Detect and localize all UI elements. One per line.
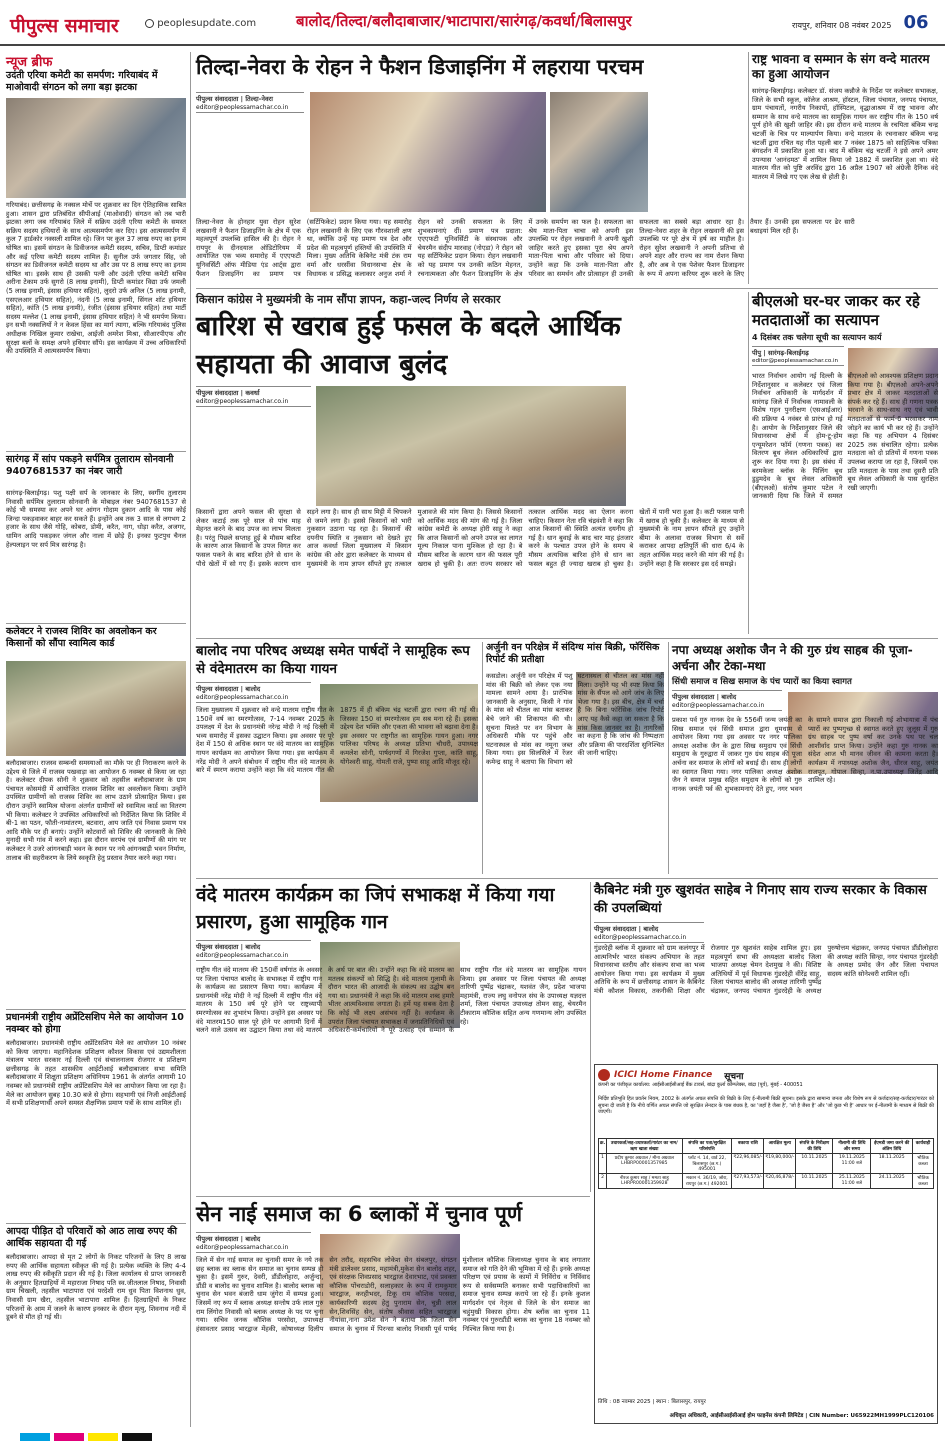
icici-header bbox=[598, 1068, 934, 1082]
sen-nai-body: जिले में सेन नाई समाज का चुनावी समर के नये तक छह ब्लाक का ब्लाक सेन समाज का चुनाव सम्पन्न हो चुका है। इसमें गुरुर, देवरी, डौंडीलोहारा, अर्जुन्दा, डौंडी व बालोद का चुनाव शामिल है। बालोद ब्लाक का चुनाव सेन भवन बंजारी धाम जुंगेरा में सम्पन्न हुआ। जिसमें नए रूप में ब्लाक अध्यक्ष सन्तोष उर्फ लाल गुरु राम लिंगोरा निवासी को ब्लाक अध्यक्ष के पद पर चुना गया। सचिव जनक कौशिक परसोदा, उपाध्यक्ष हंसावतार प्रसाद भारद्वाज मेंहकी, कोषाध्यक्ष दिलीप सेन तरौद, सहसचिव लोकेश सेन संबलपुर, संगठन मंत्री डालेश्वर प्रसाद, महामंत्री,मुकेश सेन बालोद शहर, एवं संरक्षक शिवप्रसाद भारद्वाज देवारभाट, एवं प्रवक्ता कौशिक पोंचराडोरी, सलाहकार के रूप में रामकुमार भारद्वाज, करहीभदर, टिकू राम कौशिक परसदा, कार्यकारिणी सदस्य हेतु पुनाराम सेन, चुन्नी लाल सेन,शिवसिंह सेन, संतोष श्रीवास सहित भारद्वाज नीयांसा,नाना उमेश सेन ने बताया कि जिला सेन समाज के चुनाव में पिरन्सा बालोद निवासी पूर्व पार्षद मुंशीलाल कौशिक जिलाध्यक्ष चुनाव के बाद लगातार समाज को गति देने की भूमिका में रहे हैं। इनके अध्यक्ष परिक्षण एवं प्रयास के कामों में निर्विरोध व निर्विवाद रूप से सर्वसम्मति बनाकर सभी पदाधिकारियों का समाज चुनाव सम्पन्न कराये जा रहे हैं। इनके कुशल मार्गदर्शन एवं नेतृत्व से जिले के सेन समाज का चहुंमुखी विकास होगा। शेष ब्लॉक का चुनाव 11 नवम्बर एवं गुरुरडौंडी ब्लाक का चुनाव 18 नवम्बर को निश्चित किया गया है। bbox=[196, 1256, 590, 1333]
icici-logo-icon bbox=[598, 1069, 610, 1081]
balod-napa-byline-name: पीपुल्स संवाददाता | बालोद bbox=[196, 685, 261, 693]
kisan-byline-email: editor@peoplessamachar.co.in bbox=[196, 398, 289, 405]
icici-notice-text: निर्दिष्ट प्रतिभूति हित प्रवर्तन नियम, 2002 के अंतर्गत अचल संपत्ति की बिक्री के लिए ई-नीलामी बिक्री सूचना। इसके द्वारा सामान्य जनता और विशेष रूप से कर्जदार/सह-कर्जदार/गारंटर को सूचना दी जाती है कि नीचे वर्णित अचल संपत्ति जो सुरक्षित लेनदार के पास बंधक है, का 'जहाँ है जैसा है', 'जो है जैसा है' और 'जो कुछ भी है' आधार पर ई-नीलामी के माध्यम से बिक्री की जाएगी। bbox=[598, 1096, 934, 1115]
blo-headline: बीएलओ घर-घर जाकर कर रहे मतदाताओं का सत्यापन bbox=[752, 292, 920, 329]
table-row: 1 प्रदीप कुमार अग्रवाल / मीना अग्रवाल LHBRP00001357985 प्लॉट नं. 14, वार्ड 22, बिलासपुर (छ.ग.) 495001 ₹22,96,085/- ₹19,80,000/- 10.11.2025 19.11.2025 11:00 बजे 18.11.2025 भौतिक कब्जा bbox=[599, 1154, 934, 1174]
cabinet-story bbox=[594, 882, 938, 1060]
icici-table bbox=[598, 1138, 934, 1189]
balod-napa-byline-email: editor@peoplessamachar.co.in bbox=[196, 694, 289, 701]
brand-name: पीपुल्स समाचार bbox=[10, 15, 119, 37]
blo-byline bbox=[752, 346, 844, 366]
guru-granth-story bbox=[672, 642, 938, 874]
guru-granth-byline bbox=[672, 690, 782, 711]
tilda-byline-name: पीपुल्स संवाददाता | तिल्दा-नेवरा bbox=[196, 95, 273, 103]
cabinet-body: गुंडरदेही ब्लॉक में शुक्रवार को ग्राम कलंगपुर में आत्मनिर्भर भारत संकल्प अभियान के तहत विधानसभा स्तरीय और संकल्प सभा का भव्य आयोजन किया गया। इस कार्यक्रम में मुख्य अतिथि के रूप में छत्तीसगढ़ शासन के कैबिनेट मंत्री कौशल विकास, तकनीकी शिक्षा और रोजगार गुरु खुशवंत साहेब शामिल हुए। इस महत्वपूर्ण सभा की अध्यक्षता बालोद जिला भाजपा अध्यक्ष चेमन देशमुख ने की। विशिष्ट अतिथियों में पूर्व विधायक गुंडरदेही वीरेंद्र साहू, जिला पंचायत बालोद की अध्यक्ष तारिणी पुष्पेंद्र चंद्राकर, जनपद पंचायत गुंडरदेही के अध्यक्ष पुरुषोत्तम चंद्राकर, जनपद पंचायत डौंडीलोहारा की अध्यक्ष कांति सिन्हा, नगर पंचायत गुंडरदेही के अध्यक्ष प्रमोद जैन और जिला पंचायत सदस्य कांति सोनेश्वरी शामिल रहीं। bbox=[594, 944, 938, 995]
zila-vande-body: राष्ट्रीय गीत वंदे मातरम की 150वीं वर्षगांठ के अवसर पर जिला पंचायत बालोद के सभाकक्ष में राष्ट्रीय गान के कार्यक्रम का प्रसारण किया गया। कार्यक्रम में प्रधानमंत्री नरेंद्र मोदी ने नई दिल्ली में राष्ट्रीय गीत वंदे मातरम के 150 वर्ष पूरे होने पर राष्ट्रव्यापी स्मरणोत्सव का शुभारंभ किया। उन्होंने इस अवसर पर वंदे मातरम150 साल पूरे होने पर आगामी दिनों में चलने वाले उत्सव का उद्घाटन किया तथा वंदे मातरम के अर्थ पर बात की। उन्होंने कहा कि वंदे मातरम का मतलब संकल्पों को सिद्धि है। वंदे मातरम गुलामी के दौरान भारत की आजादी के संकल्प का उद्घोष बन गया था। प्रधानमंत्री ने कहा कि वंदे मातरम शब्द हमारे भीतर आत्मविश्वास जगाता है। हमें यह सबक देता है कि कोई भी लक्ष्य असंभव नहीं है। कार्यक्रम के उपरांत जिला पंचायत सभाकक्ष में जनप्रतिनिधियों एवं अधिकारी-कर्मचारियों ने पूरे उत्साह एवं सम्मान के साथ राष्ट्रीय गीत वंदे मातरम का सामूहिक गायन किया। इस अवसर पर जिला पंचायत की अध्यक्ष तारिणी पुष्पेंद्र चंद्राकर, यशवंत जैन, प्रदेश भाजपा महामंत्री, राज्य लघु वनोपज संघ के उपाध्यक्ष यज्ञदत्त शर्मा, जिला पंचायत उपाध्यक्ष तोमन साहू, चेयरमैन टीकाराम कौशिक सहित अन्य गणमान्य लोग उपस्थित रहे। bbox=[196, 966, 586, 1035]
brand-logo bbox=[10, 12, 140, 36]
brief-story-5-title: आपदा पीड़ित दो परिवारों को आठ लाख रुपए की आर्थिक सहायता दी गई bbox=[6, 1223, 186, 1253]
sen-nai-byline-email: editor@peoplessamachar.co.in bbox=[196, 1244, 289, 1251]
zila-vande-byline-name: पीपुल्स संवाददाता | बालोद bbox=[196, 943, 261, 951]
vande-top-body: सारंगढ़-बिलाईगढ़। कलेक्टर डॉ. संजय कन्नौजे के निर्देश पर कलेक्टर सभाकक्ष, जिले के सभी स्कूल, कॉलेज आश्रम, हॉस्टल, जिला पंचायत, जनपद पंचायत, ग्राम पंचायतों, नगरीय निकायों, हॉस्पिटल, वृद्धाआश्रम में राष्ट्र भावना और सम्मान के साथ वन्दे मातरम का सामूहिक गायन कर राष्ट्रीय गीत के 150 वर्ष पूर्ण होने की खुशी जाहिर की। इस दौरान वन्दे मातरम के रचयिता बंकिम चन्द्र चटर्जी के चित्र पर माल्यार्पण किया। वन्दे मातरम के रचनाकार बंकिम चन्द्र चटर्जी द्वारा रचित यह गीत पहली बार 7 नवंबर 1875 को साहित्यिक पत्रिका बंगदर्शन में प्रकाशित हुआ था। बाद में बंकिम चंद्र चटर्जी ने इसे अपने अमर उपन्यास 'आनंदमठ' में शामिल किया जो 1882 में प्रकाशित हुआ था। वंदे मातरम गीत को पुष्टि अरविंद द्वारा 16 अप्रैल 1907 को अंग्रेजी दैनिक वंदे मातरम में लिखे गए एक लेख से होती है। bbox=[752, 87, 938, 181]
brief-story-4-title: प्रधानमंत्री राष्ट्रीय अप्रेंटिसशिप मेले का आयोजन 10 नवम्बर को होगा bbox=[6, 1009, 186, 1039]
zila-vande-story bbox=[196, 882, 586, 1192]
guru-granth-body: प्रकाश पर्व गुरु नानक देव के 556वीं जन्म जयंती का सिख समाज एवं सिंधी समाज द्वारा धूमधाम से आयोजन किया गया इस अवसर पर नगर पालिका अध्यक्ष अशोक जैन के द्वारा सिख समुदाय एवं सिंधी समुदाय के गुरुद्वारा में जाकर गुरु ग्रंथ साहब की पूजा अर्चना कर समाज के लोगों को बधाई दी। साथ ही लोगों का स्वागत किया गया। नगर पालिका अध्यक्ष अशोक जैन ने समाज प्रमुख सहित समुदाय के लोगों को गुरु नानक जयंती पर्व की शुभकामनाएं देते हुए, नगर भवन के सामने समाज द्वारा निकाली गई शोभायात्रा में पंच प्यारों का पुष्पगुच्छ से स्वागत करते हुए जुलूस में गुरु ग्रंथ साहब पर पुष्प वर्षा कर उनके पथ पर चल आशीर्वाद प्राप्त किया। उन्होंने कहा गुरु नानक का संदेश आज भी मानव जीवन की कामना करता है। कार्यक्रम में नपाध्यक्ष अशोक जैन, धीरज साहू, जयंत राजपूत, गोपाल सिन्हा, न.पा.उपाध्यक्ष जितेंद्र आदि शामिल रहे। bbox=[672, 716, 938, 793]
brief-story-3-body: बलौदाबाजार। राजस्व सम्बन्धी समस्याओं का मौके पर ही निराकरण करने के उद्देश्य से जिले में राजस्व पखवाड़ा का आयोजन 6 नवम्बर से किया जा रहा है। कलेक्टर दीपक सोनी ने शुक्रवार को तहसील बलौदाबाजार के ग्राम पंचायत कोसमंदी में आयोजित राजस्व शिविर का अवलोकन किया। उन्होंने उपस्थित ग्रामीणों को राजस्व शिविर का लाभ उठाने प्रोत्साहित किया। इस दौरान उन्होंने स्वामित्व योजना अंतर्गत ग्रामीणों को स्वामित्व कार्ड का वितरण भी किया। कलेक्टर ने उपस्थित अधिकारियों को निर्देशित किया कि शिविर में बी-1 का पठन, फौती-नामांतरण, बटवारा, आय जाति एवं निवास प्रमाण पत्र आदि मौके पर ही बनाएं। उन्होंने कोटवारों को शिविर की जानकारी के लिये मुनादी सभी गांव में करने कहा। इस दौरान सरपंच एवं ग्रामीणों की मांग पर कलेक्टर ने उजरे आंगनबाड़ी भवन के स्थान पर नये आंगनबाड़ी भवन निर्माण, तालाब की सहरीकरण के लिये स्वकृति हेतु प्रस्ताव तैयार करने कहा गया। bbox=[6, 759, 186, 862]
globe-icon bbox=[145, 19, 154, 28]
kisan-kicker: किसान कांग्रेस ने मुख्यमंत्री के नाम सौंपा ज्ञापन, कहा-जल्द निर्णय ले सरकार bbox=[196, 293, 501, 306]
website-text: peoplesupdate.com bbox=[157, 18, 257, 29]
cabinet-byline bbox=[594, 922, 704, 943]
website-label bbox=[145, 18, 285, 32]
sen-nai-story bbox=[196, 1200, 590, 1424]
regions-banner: बालोद/तिल्दा/बलौदाबाजार/भाटापारा/सारंगढ़/कवर्धा/बिलासपुर bbox=[296, 12, 632, 30]
brief-story-4-body: बलौदाबाजार। प्रधानमंत्री राष्ट्रीय अप्रेंटिसशिप मेले का आयोजन 10 नवंबर को किया जाएगा। महानिदेशक प्रशिक्षण कौशल विकास एवं उद्यमशीलता मंत्रालय भारत सरकार नई दिल्ली एवं संचालनालय रोजगार व प्रशिक्षण छत्तीसगढ़ के तहत शासकीय आईटीआई बलौदाबाजार सभा समिति बलौदाबाजार में शिक्षुता प्रशिक्षण अधिनियम 1961 के अंतर्गत आगामी 10 नवम्बर को प्रधानमंत्री राष्ट्रीय अप्रेंटिसशिप मेले का आयोजन किया जा रहा है। मेले का आयोजन सुबह 10.30 बजे से होगा। सहभागी एवं निजी आईटीआई में सभी प्रशिक्षणार्थी अपने समस्त शैक्षणिक प्रमाण पत्रों के साथ शामिल हों। bbox=[6, 1039, 186, 1108]
zila-vande-headline: वंदे मातरम कार्यक्रम का जिपं सभाकक्ष में किया गया प्रसारण, हुआ सामूहिक गान bbox=[196, 884, 555, 933]
cabinet-byline-email: editor@peoplessamachar.co.in bbox=[594, 934, 687, 941]
cabinet-byline-name: पीपुल्स संवाददाता | बालोद bbox=[594, 925, 659, 933]
van-body: कसडोल। अर्जुनी वन परिक्षेत्र में पशु मांस की बिक्री को लेकर एक नया मामला सामने आया है। प्रारंभिक जानकारी के अनुसार, किसी ने गांव के मांस को चीतल का मांस बताकर बेचे जाने की शिकायत की थी। सूचना मिलते पर वन विभाग के अधिकारी मौके पर पहुंचे और घटनास्थल से मांस का नमूना जब्त किया गया। इस सिलसिले में रेंजर कमेन्द्र साहू ने बताया कि विभाग को घटनास्थल से चीतल का मांस नहीं मिला। उन्होंने यह भी स्पष्ट किया कि मांस के सैंपल को आगे जांच के लिए भेजा गया है। इस बीच, क्षेत्र में चर्चा है कि बिना फॉरेंसिक जांच रिपोर्ट आए यह कैसे कहा जा सकता है कि मांस किस जानवर का है। नागरिकों का कहना है कि जांच की निष्पक्षता और प्रक्रिया की पारदर्शिता सुनिश्चित की जानी चाहिए। bbox=[486, 672, 664, 766]
sen-nai-byline-name: पीपुल्स संवाददाता | बालोद bbox=[196, 1235, 261, 1243]
brief-story-1-body: गरियाबंद। छत्तीसगढ़ के नक्सल मोर्चे पर शुक्रवार का दिन ऐतिहासिक साबित हुआ। शासन द्वारा प्रतिबंधित सीपीआई (माओवादी) संगठन को तब भारी झटका लगा जब गरियाबंद जिले में सक्रिय उदंती एरिया कमेटी के समस्त सक्रिय सदस्य हथियारों के साथ आत्मसमर्पण कर दिए। इस आत्मसमर्पण में कुल 7 हार्डकोर नक्सली शामिल रहे। जिन पर कुल 37 लाख रुपए का इनाम घोषित था। इसमें संगठन के डिवीजनल कमेटी सदस्य, सचिव, डिप्टी कमांडर और कई एरिया कमेटी सदस्य शामिल हैं। सुनील उर्फ जगतार सिंह, जो संगठन का डिवीजनल कमेटी सदस्य था और उस पर 8 लाख रुपए का इनाम घोषित था। इसके साथ ही उसकी पत्नी और उदंती एरिया कमेटी सचिव अरीना टेकाम उर्फ सुगरो (8 लाख इनामी), डिप्टी कमांडर विद्या उर्फ जमली (5 लाख इनामी, इंसास हथियार सहित), लुदरो उर्फ अनिल (5 लाख इनामी, एसएलआर हथियार सहित), नंदनी (5 लाख इनामी, सिंगल शॉट हथियार सहित), कांति (5 लाख इनामी), रंजीत (इंसास हथियार सहित) तथा मार्टी सदस्य मल्लेश (1 लाख इनामी, इंसास हथियार सहित) ने भी समर्पण किया। इन सभी नक्सलियों ने न केवल हिंसा का मार्ग त्यागा, बल्कि गरियाबंद पुलिस अधीक्षक निखिल कुमार राखेचा, आईजी अमरेश मिश्रा, सीआरपीएफ और सुरक्षा बलों के समक्ष अपने हथियार सौंपे। इस कार्यक्रम में उच्च अधिकारियों की उपस्थिति में आत्मसमर्पण किया। bbox=[6, 201, 186, 356]
blo-subhead: 4 दिसंबर तक चलेगा सूची का सत्यापन कार्य bbox=[752, 333, 882, 342]
guru-granth-byline-email: editor@peoplessamachar.co.in bbox=[672, 702, 765, 709]
brief-story-3-photo bbox=[6, 661, 186, 756]
kisan-byline bbox=[196, 386, 311, 407]
guru-granth-byline-name: पीपुल्स संवाददाता | बालोद bbox=[672, 693, 737, 701]
table-row: 2 नीरज कुमार साहू / ममता साहू LHRPR00001359928 मकान नं. 36/19, जोरा, रायपुर (छ.ग.) 492001 ₹27,93,573/- ₹20,46,878/- 10.11.2025 25.11.2025 11:00 बजे 24.11.2025 भौतिक कब्जा bbox=[599, 1174, 934, 1189]
icici-table-header: क्र. उधारकर्ता/सह-उधारकर्ता/गारंटर का नाम/ऋण खाता संख्या संपत्ति का पता/सुरक्षित परिसंपत्ति बकाया राशि आरक्षित मूल्य संपत्ति के निरीक्षण की तिथि नीलामी की तिथि और समय ईएमडी जमा करने की अंतिम तिथि कार्यवाही bbox=[599, 1139, 934, 1154]
balod-napa-headline: बालोद नपा परिषद अध्यक्ष समेत पार्षदों ने सामूहिक रूप से वंदेमातरम का किया गायन bbox=[196, 643, 470, 677]
brief-story-5-body: बलौदाबाजार। आपदा से मृत 2 लोगों के निकट परिजनों के लिए 8 लाख रुपए की आर्थिक सहायता स्वीकृत की गई है। प्रत्येक व्यक्ति के लिए 4-4 लाख रुपए की स्वीकृति प्रदान की गई है। जिला कार्यालय से प्राप्त जानकारी के अनुसार हितग्राहियों में महाराजा निषाद पति स्व.जीतलाल निषाद, निवासी ग्राम चिखली, तहसील भाटापारा एवं परदेशी राम धुव पिता विशनाथ धुव, निवासी ग्राम खैरा, तहसील भाटापारा शामिल हैं। हितग्राहियों के निकट परिजनों के आम में जलने के कारण इनकार के दौरान मृत्यु, शिवनाथ नदी में डूबने से मौत हो गई थी। bbox=[6, 1253, 186, 1322]
brief-story-1-photo bbox=[6, 98, 186, 198]
brief-story-2-body: सारंगढ़-बिलाईगढ़। पशु पक्षी सर्प के जानकार के लिए, स्वर्गीय तुलाराम निवासी सर्पमित्र तुलाराम सोनवानी के मोबाइल नंबर 9407681537 से कोई भी समस्या कर अपने घर आंगन गोदाम दुकान आदि के पास कोई जिन्दा पकड़वाकर बाहर कर सकते हैं। इन्होंने अब तक 3 साल से लगभग 2 हजार के साथ जैसे गोहि, कोबरा, डोमी, करैत, नाग, धोड़ा करैत, अजगर, धामिन आदि पकड़कर जंगल और नाला में छोड़े हैं। इनका फुटपुथ चैनल हेल्पलाइन पर सर्प मित्र सारंगढ़ है। bbox=[6, 489, 186, 549]
news-brief-column bbox=[6, 52, 186, 1422]
icici-signature: अधिकृत अधिकारी, आईसीआईसीआई होम फाइनेंस कंपनी लिमिटेड | CIN Number: U65922MH1999PLC120106 bbox=[669, 1413, 934, 1419]
van-story bbox=[486, 642, 664, 874]
blo-byline-email: editor@peoplessamachar.co.in bbox=[752, 358, 839, 364]
print-color-strip bbox=[0, 1430, 945, 1445]
page-number: 06 bbox=[903, 12, 929, 33]
kisan-story bbox=[196, 292, 744, 634]
blo-body: भारत निर्वाचन आयोग नई दिल्ली के निर्देशानुसार व कलेक्टर एवं जिला निर्वाचन अधिकारी के मार्गदर्शन में सारंगढ़ जिले में निर्वाचक नामावली के विशेष गहन पुनरीक्षण (एसआईआर) की प्रक्रिया 4 नवंबर से प्रारंभ हो गई है। आयोग के निर्देशानुसार जिले की विधानसभा क्षेत्रों में होम-टू-होम एन्यूमरेशन फॉर्म (गणना पत्रक) का वितरण बूथ लेवल अधिकारियों द्वारा शुरू कर दिया गया है। इस संबंध में बरमकेला ब्लॉक के पिलिंग बूथ डुडुमदेव के बूथ लेवल अधिकारी (बीएलओ) संतोष कुमार पटेल ने जानकारी दिया कि जिले में समस्त बीएलओ को आवश्यक प्रशिक्षण प्रदान किया गया है। बीएलओ अपने-अपने प्रभार क्षेत्र में जाकर मतदाताओं से संपर्क कर रहे हैं। साथ ही गणना पत्रक भरवाने के साथ-साथ नए एवं भावी मतदाताओं से फार्म-6 भरवाकर नाम जोड़ने का कार्य भी कर रहे हैं। उन्होंने कहा कि यह अभियान 4 दिसंबर 2025 तक संचालित रहेगा। प्रत्येक मतदाता को दो प्रतियों में गणना पत्रक उपलब्ध कराया जा रहा है, जिसमें एक प्रति मतदाता के पास तथा दूसरी प्रति बूथ लेवल अधिकारी के पास सुरक्षित रखी जाएगी। bbox=[752, 372, 938, 501]
balod-napa-byline bbox=[196, 682, 311, 703]
tilda-body: तिल्दा-नेवरा के होनहार युवा रोहन सुरेश लखवानी ने फैशन डिजाइनिंग के क्षेत्र में एक महत्वपूर्ण उपलब्धि हासिल की है। रोहन ने रायपुर के दीनदयाल ऑडिटोरियम में आयोजित एक भव्य समारोह में एएएफटी यूनिवर्सिटी ऑफ मीडिया एंड आर्ट्स द्वारा फैशन डिजाइनिंग का प्रमाण पत्र (सर्टिफिकेट) प्रदान किया गया। यह समारोह रोहन लखवानी के लिए एक गौरवशाली क्षण था, क्योंकि उन्हें यह प्रमाण पत्र देश और प्रदेश की महत्वपूर्ण हस्तियों की उपस्थिति में मिला। मुख्य अतिथि केबिनेट मंत्री टंक राम वर्मा और धरसींवा विधानसभा क्षेत्र के विधायक व प्रसिद्ध कलाकार अनुज शर्मा ने रोहन को उनकी सफलता के लिए शुभकामनाएं दीं। प्रमाण पत्र प्रदाता: एएएफटी यूनिवर्सिटी के संस्थापक और चेयरमैन संदीप मारवाह (नोएडा) ने रोहन को यह सर्टिफिकेट प्रदान किया। रोहन लखवानी को यह प्रमाण पत्र उनकी कठिन मेहनत, रचनात्मकता और फैशन डिजाइनिंग के क्षेत्र में उनके समर्पण का फल है। सफलता का श्रेय माता-पिता चाचा को अपनी इस उपलब्धि पर रोहन लखवानी ने अपनी खुशी जाहिर करते हुए इसका पूरा श्रेय अपने माता-पिता चाचा और परिवार को दिया। उन्होंने कहा कि उनके माता-पिता और परिवार का समर्थन और प्रोत्साहन ही उनकी सफलता का सबसे बड़ा आधार रहा है। तिल्दा-नेवरा शहर के रोहन लखवानी की इस उपलब्धि पर पूरे क्षेत्र में हर्ष का माहौल है। रोहन सुरेश लखवानी ने अपनी प्रतिभा से अपने शहर और राज्य का नाम रोशन किया है, और अब वे एक पेशेवर फैशन डिजाइनर के रूप में अपना करियर शुरू करने के लिए तैयार हैं। उनकी इस सफलता पर ढेर सारी बधाइयां मिल रही हैं। bbox=[196, 218, 855, 278]
tilda-byline bbox=[196, 92, 304, 113]
van-headline: अर्जुनी वन परिक्षेत्र में संदिग्ध मांस बिक्री, फॉरेंसिक रिपोर्ट की प्रतीक्षा bbox=[486, 642, 660, 665]
dateline: रायपुर, शनिवार 08 नवंबर 2025 bbox=[792, 21, 892, 30]
icici-footer: तिथि : 08 नवम्बर 2025 | स्थान : बिलासपुर, रायपुर bbox=[598, 1399, 706, 1405]
icici-office: कंपनी का पंजीकृत कार्यालय: आईसीआईसीआई बैंक टावर्स, बांद्रा कुर्ला कॉम्प्लेक्स, बांद्रा (पूर्व), मुंबई - 400051 bbox=[598, 1082, 803, 1088]
icici-brand: ICICI Home Finance bbox=[614, 1070, 713, 1080]
masthead bbox=[0, 0, 945, 46]
kisan-body: किसानों द्वारा अपने फसल की सुरक्षा से लेकर कटाई तक पूरे साल से पांच माह मेहनत करने के बाद उपज का लाभ मिलता है। परंतु पिछले सप्ताह हुई बे मौसम बारिश के कारण आज किसानों के उपज विगत कर फसल पकने के बाद बारिश होने से धान के पौधे खेतों में सो गए हैं। इसके कारण धान सड़ने लगा है। साथ ही साथ मिट्टी में चिपकने से जमने लगा है। इससे किसानों को भारी नुकसान उठाना पड़ रहा है। किसानों की दयनीय स्थिति व नुकसान को देखते हुए आज कवर्धा जिला मुख्यालय में किसान कांग्रेस की ओर द्वारा कलेक्टर के माध्यम से मुख्यमंत्री के नाम ज्ञापन सौंपते हुए तत्काल मुआवजे की मांग किया है। जिससे किसानों को आर्थिक मदद की मांग की गई है। जिला कांग्रेस कमेटी के अध्यक्ष होरी साहू ने कहा कि आज किसानों को अपने उपज का लागत मूल्य निकाल पाना मुश्किल हो रहा है। बे मौसम बारिश के कारण धान की फसल पूरी खराब हो चुकी है। अतः राज्य सरकार को तत्काल आर्थिक मदद का ऐलान करना चाहिए। किसान नेता रवि चंद्रवंशी ने कहा कि आज किसानों की स्थिति अत्यंत दयनीय हो गई है। धान बुवाई के बाद चार माह इंतजार करने के पश्चात उपज होने के समय बे मौसम अत्यधिक बारिश होने से धान का फसल बहुत ही ज्यादा खराब हो चुका है। खेतों में पानी भरा हुआ है। कटी फसल पानी में खराब हो चुकी है। कलेक्टर के माध्यम से मुख्यमंत्री के नाम ज्ञापन सौंपते हुए उन्होंने बीमा के अलावा राजस्व विभाग से सर्वे कराकर आपदा क्षतिपूर्ति की धारा 6/4 के तहत आर्थिक मदद करने की मांग की गई है। उन्होंने कहा है कि सरकार इस दर्द समझे। bbox=[196, 508, 744, 568]
zila-vande-byline bbox=[196, 940, 311, 961]
brief-story-1-title: उदंती एरिया कमेटी का समर्पण: गरियाबंद में माओवादी संगठन को लगा बड़ा झटका bbox=[6, 70, 158, 93]
brief-story-3-title: कलेक्टर ने राजस्व शिविर का अवलोकन कर किसानों को सौंपा स्वामित्व कार्ड bbox=[6, 623, 186, 661]
tilda-byline-email: editor@peoplessamachar.co.in bbox=[196, 104, 289, 111]
kisan-byline-name: पीपुल्स संवाददाता | कवर्धा bbox=[196, 389, 260, 397]
sen-nai-byline bbox=[196, 1232, 311, 1253]
sen-nai-headline: सेन नाई समाज का 6 ब्लाकों में चुनाव पूर्ण bbox=[196, 1202, 523, 1226]
guru-granth-subhead: सिंधी समाज व सिख समाज के पंच प्यारों का किया स्वागत bbox=[672, 677, 852, 687]
icici-heading: सूचना bbox=[724, 1071, 744, 1082]
guru-granth-headline: नपा अध्यक्ष अशोक जैन ने की गुरु ग्रंथ साहब की पूजा-अर्चना और टेका-मथा bbox=[672, 643, 913, 673]
vande-top-headline: राष्ट्र भावना व सम्मान के संग वन्दे मातरम का हुआ आयोजन bbox=[752, 52, 930, 81]
brief-tag: न्यूज ब्रीफ bbox=[6, 55, 53, 70]
blo-byline-name: पीपु | सारंगढ़-बिलाईगढ़ bbox=[752, 349, 809, 357]
vande-top-story bbox=[752, 52, 938, 284]
tilda-headline: तिल्दा-नेवरा के रोहन ने फैशन डिजाइनिंग में लहराया परचम bbox=[196, 55, 644, 79]
brief-story-2-title: सारंगढ़ में सांप पकड़ने सर्पमित्र तुलाराम सोनवानी 9407681537 का नंबर जारी bbox=[6, 451, 186, 489]
cabinet-headline: कैबिनेट मंत्री गुरु खुशवंत साहेब ने गिनाए साय राज्य सरकार के विकास की उपलब्धियां bbox=[594, 883, 927, 916]
icici-auction-notice bbox=[594, 1064, 938, 1424]
balod-napa-body: जिला मुख्यालय में शुक्रवार को वन्दे मातरम राष्ट्रीय गीत के 150वें वर्ष का स्मरणोत्सव, 7-14 नवम्बर 2025 के उपलक्ष्य में देश के प्रधानमंत्री नरेन्द्र मोदी ने नई दिल्ली में भव्य समारोह में इसका उद्घाटन किया। इस अवसर पर पूरे देश में 150 से अधिक स्थान पर वंदे मातरम का सामूहिक गायन कार्यक्रम का आयोजन किया गया। इस कार्यक्रम में नरेंद्र मोदी ने अपने संबोधन में राष्ट्रीय गीत वंदे मातरम के बारे में स्मरण कराया उन्होंने कहा कि वंदे मातरम गीत की 1875 में ही बंकिम चंद्र चटर्जी द्वारा रचना की गई थी। जिसका 150 वां स्मरणोत्सव हम सब मना रहे हैं। इसका उद्देश्य देश भक्ति और एकता की भावना को बढ़ावा देना है। इस अवसर पर राष्ट्रगीत का सामूहिक गायन हुआ। नगर पालिका परिषद के अध्यक्ष प्रतिभा चौधरी, उपाध्यक्ष कमलेश सोनी, पार्षदगणों में गिरजेश गुप्ता, कांति साहू, योगेश्वरी साहू, गोमती राजे, पुष्पा साहू आदि मौजूद रहे। bbox=[196, 706, 478, 775]
balod-napa-story bbox=[196, 642, 478, 874]
zila-vande-byline-email: editor@peoplessamachar.co.in bbox=[196, 952, 289, 959]
kisan-headline: बारिश से खराब हुई फसल के बदले आर्थिक सहायता की आवाज बुलंद bbox=[196, 311, 621, 380]
blo-story bbox=[752, 292, 938, 634]
